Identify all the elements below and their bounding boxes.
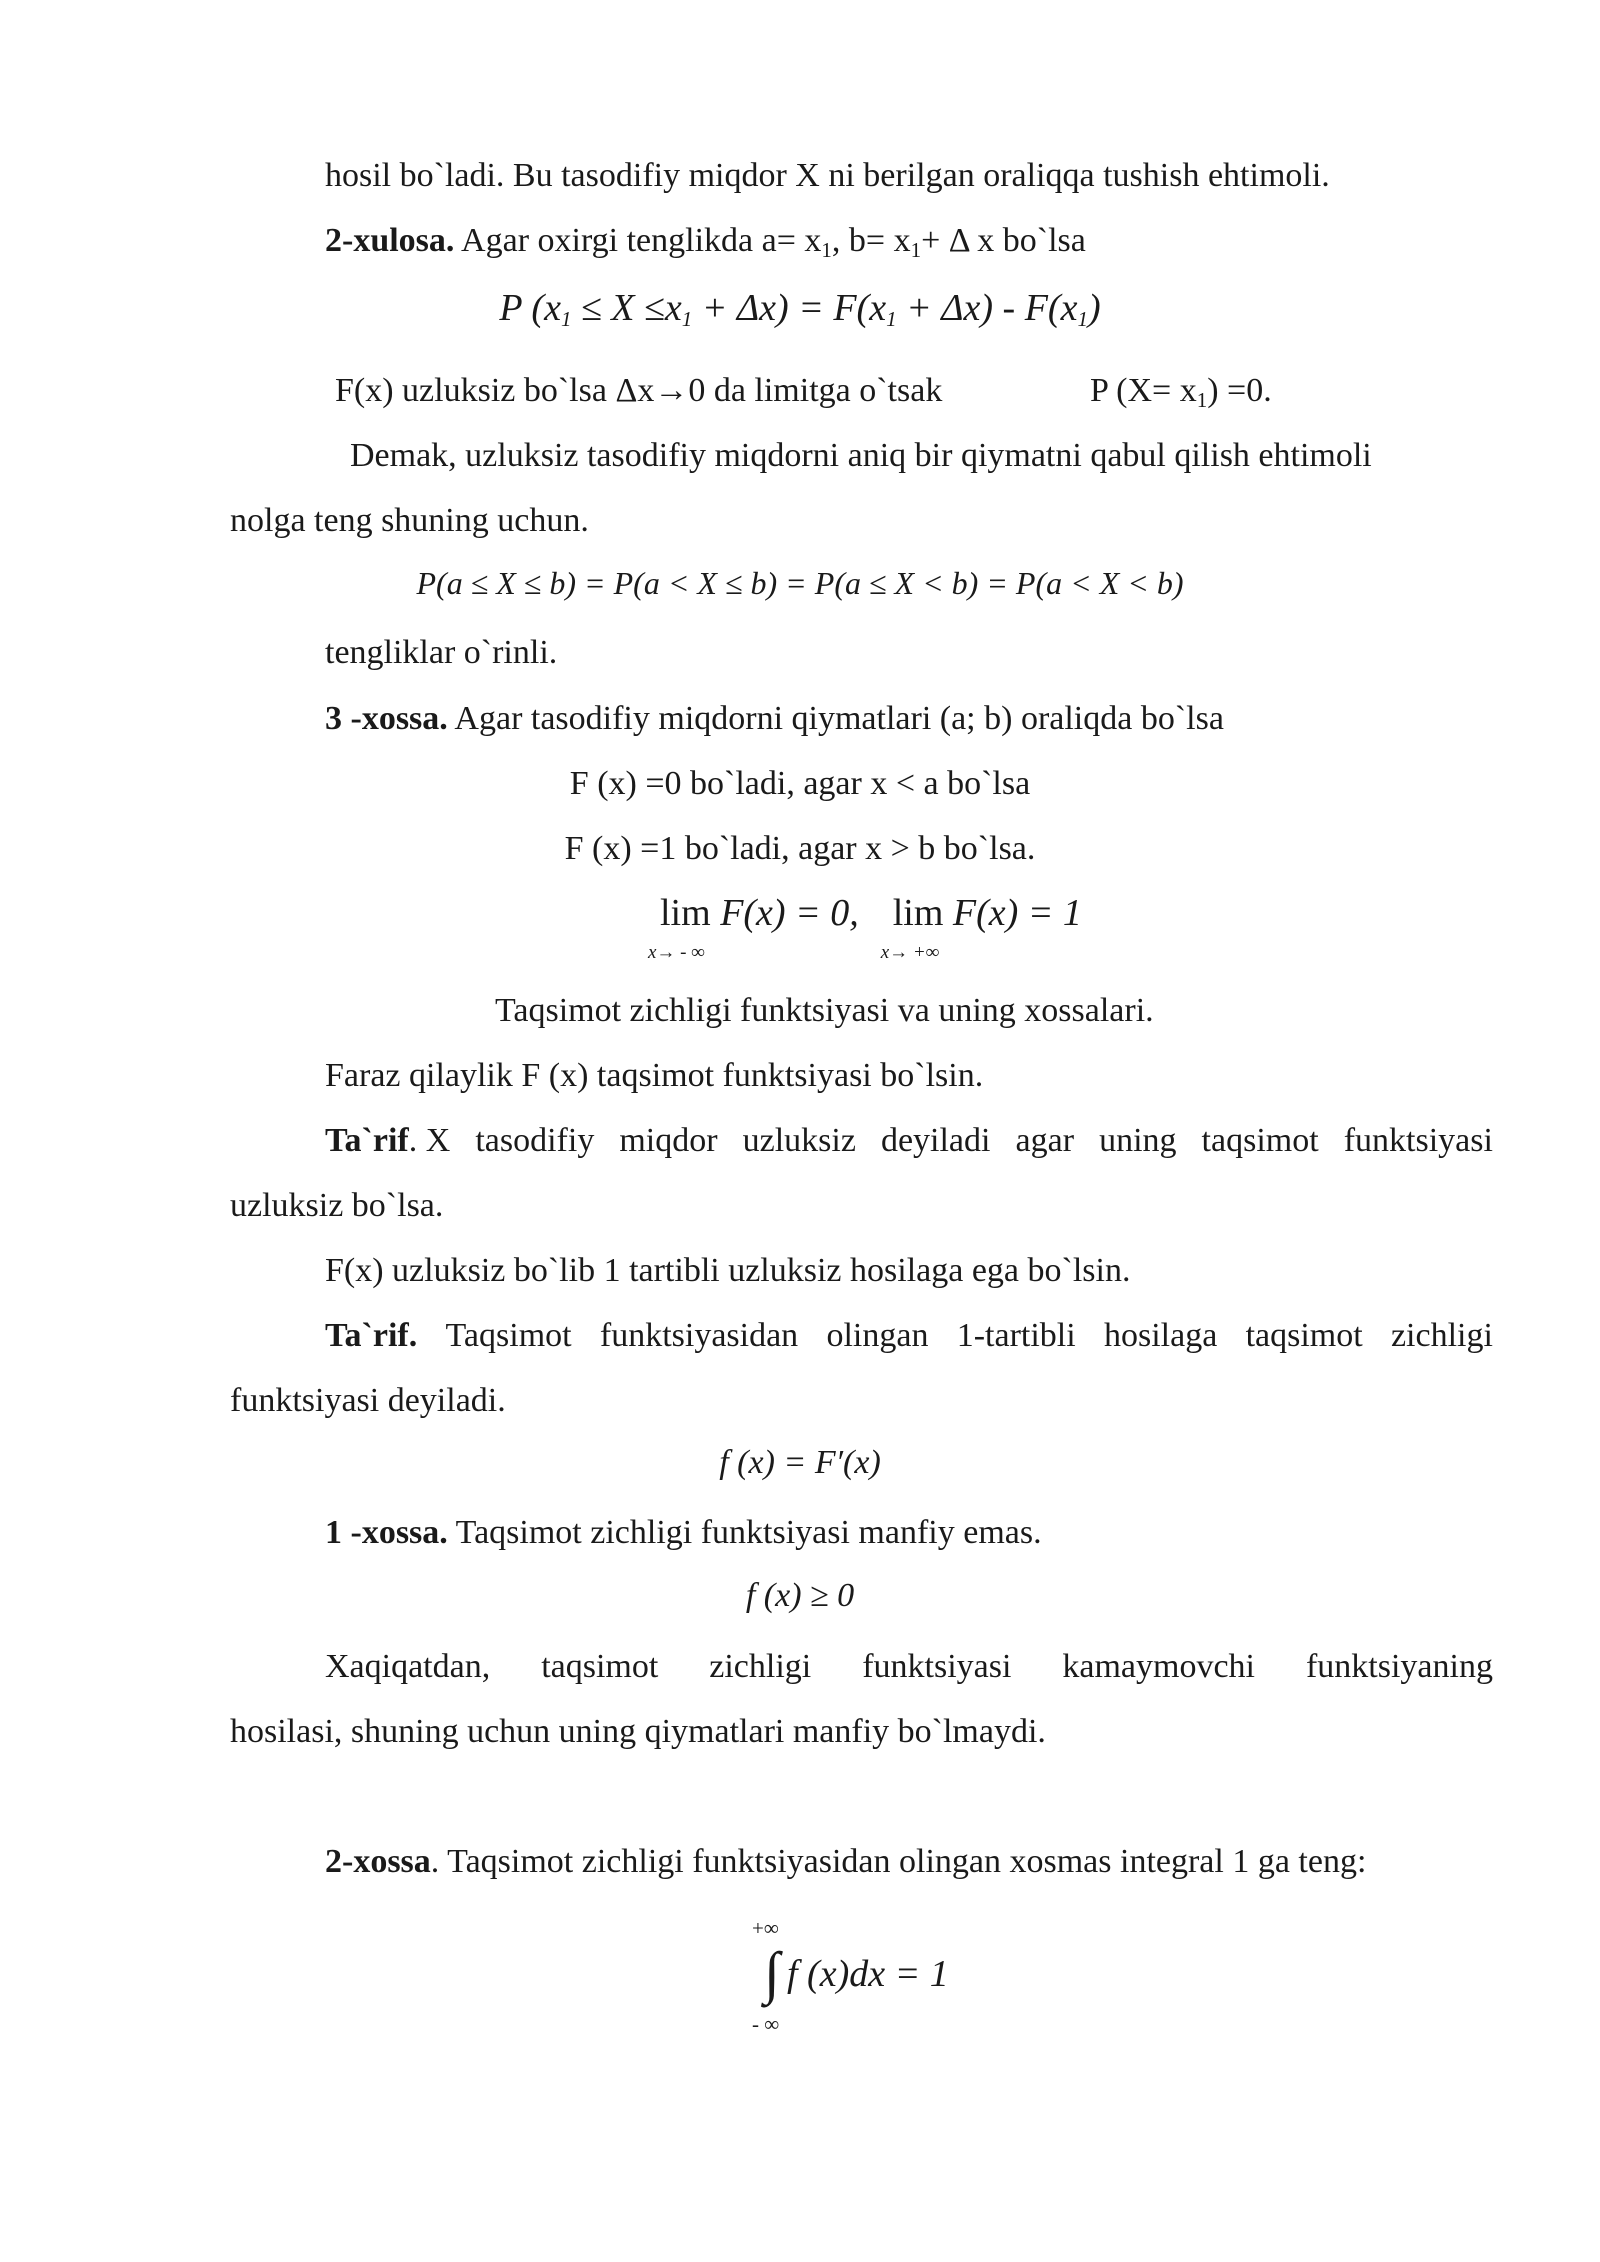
condition-f-zero: F (x) =0 bo`ladi, agar x < a bo`lsa xyxy=(569,765,1031,802)
paragraph-xaqiqatdan-cont: hosilasi, shuning uchun uning qiymatlari manfiy bo`lmaydi. xyxy=(230,1713,1046,1750)
paragraph-demak-1: Demak, uzluksiz tasodifiy miqdorni aniq bir qiymatni qabul qilish ehtimoli xyxy=(350,437,1372,474)
xulosa-2-heading: 2-xulosa. xyxy=(325,222,455,259)
equation-interval-equalities: P(a ≤ X ≤ b) = P(a < X ≤ b) = P(a ≤ X < b) = P(a < X < b) xyxy=(416,565,1184,601)
paragraph-faraz: Faraz qilaylik F (x) taqsimot funktsiyasi bo`lsin. xyxy=(325,1057,984,1094)
paragraph-xossa-3: 3 -xossa. Agar tasodifiy miqdorni qiymatlari (a; b) oraliqda bo`lsa xyxy=(325,700,1224,737)
integral-expression: f (x)dx = 1 xyxy=(787,1953,949,1995)
equation-point-probability: P $(X= x_1) =0$. xyxy=(1090,372,1272,412)
xossa-3-heading: 3 -xossa. xyxy=(325,700,448,737)
xossa-2-heading: 2-xossa xyxy=(325,1843,431,1880)
equation-nonnegative: f (x) ≥ 0 xyxy=(745,1577,855,1614)
limit-minus-infinity: lim x→ - ∞ xyxy=(648,892,711,963)
paragraph-hosil: hosil bo`ladi. Bu tasodifiy miqdor X ni berilgan oraliqqa tushish ehtimoli. xyxy=(325,157,1330,194)
integral-upper-limit: +∞ xyxy=(752,1916,779,1940)
paragraph-tarif-2: Ta`rif. Taqsimot funktsiyasidan olingan 1-tartibli hosilaga taqsimot zichligi xyxy=(325,1317,1493,1354)
paragraph-tarif-1-cont: uzluksiz bo`lsa. xyxy=(230,1187,444,1224)
paragraph-demak-2: nolga teng shuning uchun. xyxy=(230,502,589,539)
paragraph-xulosa-2: 2-xulosa. Agar oxirgi tenglikda $a= x_1$, $b= x_1+ \Delta$ x bo`lsa xyxy=(325,222,1086,262)
condition-f-one: F (x) =1 bo`ladi, agar x > b bo`lsa. xyxy=(564,830,1036,867)
paragraph-xaqiqatdan: Xaqiqatdan, taqsimot zichligi funktsiyasi kamaymovchi funktsiyaning xyxy=(325,1648,1493,1685)
equation-interval-probability: P $(x_1 \le X \le x_1 + \Delta x) = F(x_1 + \Delta x) - F(x_1)$ xyxy=(499,287,1101,331)
tarif-2-heading: Ta`rif. xyxy=(325,1317,418,1354)
integral-sign: ∫ xyxy=(764,1940,780,2005)
xossa-1-heading: 1 -xossa. xyxy=(325,1514,448,1551)
equation-density-derivative: f (x) = F′(x) xyxy=(719,1444,881,1481)
tarif-1-heading: Ta`rif xyxy=(325,1122,409,1159)
paragraph-tarif-1: Ta`rif. X tasodifiy miqdor uzluksiz deyiladi agar uning taqsimot funktsiyasi xyxy=(325,1122,1493,1159)
paragraph-fx-continuous: F(x) uzluksiz bo`lib 1 tartibli uzluksiz hosilaga ega bo`lsin. xyxy=(325,1252,1131,1289)
paragraph-tengliklar: tengliklar o`rinli. xyxy=(325,634,558,671)
paragraph-limit: F(x) uzluksiz bo`lsa Δx→0 da limitga o`tsak xyxy=(335,372,943,409)
paragraph-tarif-2-cont: funktsiyasi deyiladi. xyxy=(230,1382,506,1419)
paragraph-xossa-1: 1 -xossa. Taqsimot zichligi funktsiyasi manfiy emas. xyxy=(325,1514,1042,1551)
limit-plus-infinity: lim x→ +∞ xyxy=(880,892,944,963)
paragraph-xossa-2: 2-xossa. Taqsimot zichligi funktsiyasidan olingan xosmas integral 1 ga teng: xyxy=(325,1843,1367,1880)
integral-lower-limit: - ∞ xyxy=(752,2012,780,2036)
equation-limits: lim x→ - ∞ F(x) = 0, lim x→ +∞ F(x) = 1 xyxy=(648,892,1082,963)
section-heading: Taqsimot zichligi funktsiyasi va uning xossalari. xyxy=(495,992,1154,1029)
